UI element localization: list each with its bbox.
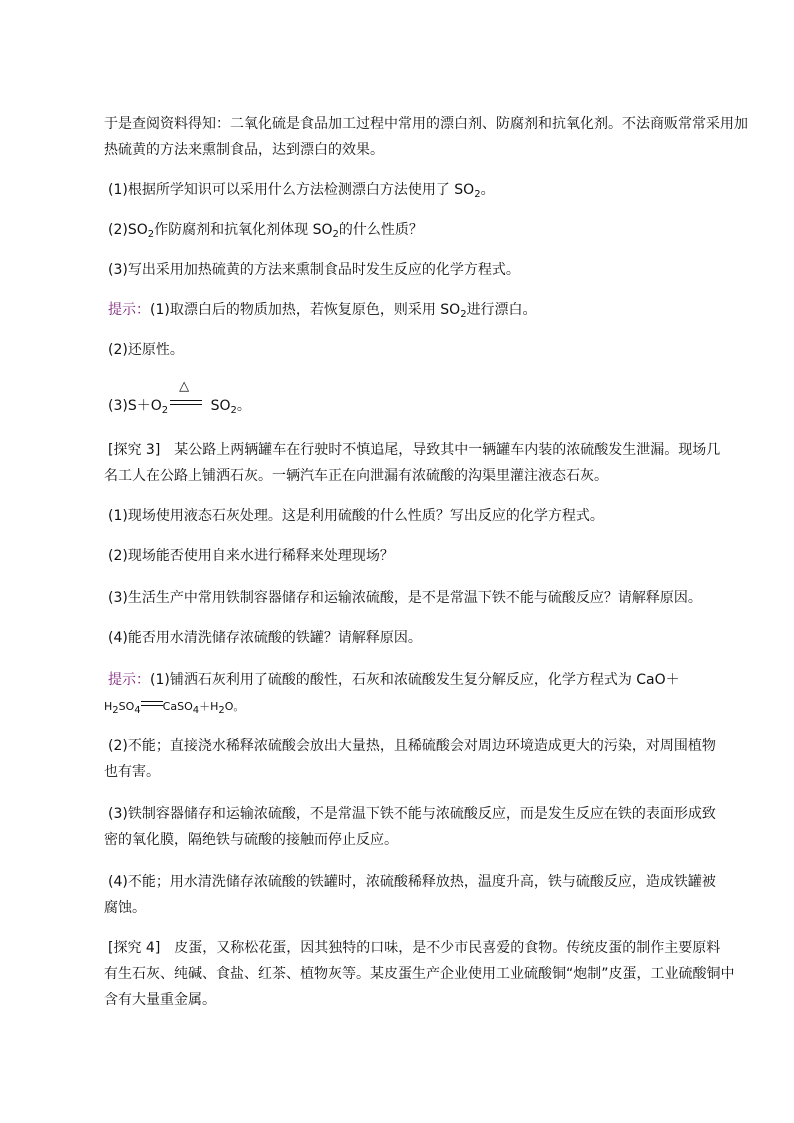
paragraph-line [104, 142, 384, 158]
text: 密的氧化膜，隔绝铁与硫酸的接触而停止反应。 [104, 832, 398, 848]
text: 于是查阅资料得知：二氧化硫是食品加工过程中常用的漂白剂、防腐剂和抗氧化剂。不法商贩常常采用加 [104, 116, 748, 132]
exploration-4-line [104, 992, 216, 1008]
text: O。 [224, 700, 245, 713]
subscript: 2 [112, 705, 119, 716]
exploration-3-hint-3 [104, 832, 398, 848]
text: 的什么性质？ [338, 222, 423, 238]
text: 名工人在公路上铺洒石灰。一辆汽车正在向泄漏有浓硫酸的沟渠里灌注液态石灰。 [104, 468, 608, 484]
text: SO [118, 700, 135, 713]
text: 进行漂白。 [466, 302, 537, 318]
text: H [104, 700, 113, 713]
exploration-3-hint-3 [108, 806, 716, 822]
text: [探究 4] 皮蛋，又称松花蛋，因其独特的口味，是不少市民喜爱的食物。传统皮蛋的制作主要原料 [108, 940, 721, 956]
exploration-3-question-1 [108, 508, 604, 524]
text: 有生石灰、纯碱、食盐、红茶、植物灰等。某皮蛋生产企业使用工业硫酸铜“炮制”皮蛋，工业硫酸铜中 [104, 966, 735, 982]
exploration-3-hint-2 [108, 738, 716, 754]
text: [探究 3] 某公路上两辆罐车在行驶时不慎追尾，导致其中一辆罐车内装的浓硫酸发生泄漏。现场几 [108, 442, 721, 458]
subscript: 2 [460, 309, 467, 320]
text: 腐蚀。 [104, 900, 146, 916]
text: 含有大量重金属。 [104, 992, 216, 1008]
equals-sign [141, 698, 163, 708]
hint-2 [108, 342, 184, 358]
exploration-3-hint-4 [104, 900, 146, 916]
text: (1)现场使用液态石灰处理。这是利用硫酸的什么性质？写出反应的化学方程式。 [108, 508, 604, 524]
subscript: 2 [474, 189, 481, 200]
text: SO [206, 398, 231, 414]
exploration-3-hint-2 [104, 764, 160, 780]
subscript: 2 [230, 405, 237, 416]
exploration-4-line [108, 940, 720, 956]
text: (4)能否用水清洗储存浓硫酸的铁罐？请解释原因。 [108, 630, 422, 646]
text: (3)铁制容器储存和运输浓硫酸，不是常温下铁不能与浓硫酸反应，而是发生反应在铁的表面形成致 [108, 806, 716, 822]
text: (1)铺洒石灰利用了硫酸的酸性，石灰和浓硫酸发生复分解反应，化学方程式为 CaO＋ [150, 672, 680, 688]
exploration-3-line [104, 468, 608, 484]
heat-triangle-icon: △ [179, 379, 190, 394]
hint-label: 提示： [108, 302, 150, 318]
text: (2)还原性。 [108, 342, 184, 358]
text: (4)不能；用水清洗储存浓硫酸的铁罐时，浓硫酸稀释放热，温度升高，铁与硫酸反应，造成铁罐被 [108, 874, 716, 890]
text: (3)生活生产中常用铁制容器储存和运输浓硫酸，是不是常温下铁不能与硫酸反应？请解释原因。 [108, 590, 702, 606]
text: 。 [480, 182, 495, 198]
question-1 [108, 182, 495, 198]
hint-1 [108, 302, 537, 318]
text: (3)S＋O [108, 398, 162, 414]
text: CaSO [162, 700, 193, 713]
exploration-3-question-4 [108, 630, 422, 646]
text: 热硫黄的方法来熏制食品，达到漂白的效果。 [104, 142, 384, 158]
text: (1)根据所学知识可以采用什么方法检测漂白方法使用了 SO [108, 182, 475, 198]
subscript: 2 [161, 405, 169, 416]
hint-label: 提示： [108, 672, 150, 688]
text: ＋H [199, 700, 219, 713]
text: (2)现场能否使用自来水进行稀释来处理现场？ [108, 548, 394, 564]
subscript: 4 [192, 705, 200, 716]
exploration-3-hint-1-equation [104, 698, 244, 715]
text: 作防腐剂和抗氧化剂体现 SO [154, 222, 333, 238]
hint-3-equation [108, 379, 251, 416]
text: 。 [236, 398, 251, 414]
exploration-3-question-3 [108, 590, 702, 606]
exploration-3-hint-1 [108, 672, 680, 688]
text: (2)不能；直接浇水稀释浓硫酸会放出大量热，且稀硫酸会对周边环境造成更大的污染，对周围植物 [108, 738, 716, 754]
subscript: 2 [147, 229, 155, 240]
exploration-4-line [104, 966, 735, 982]
exploration-3-line [108, 442, 720, 458]
text: (2)SO [108, 222, 148, 238]
text: (3)写出采用加热硫黄的方法来熏制食品时发生反应的化学方程式。 [108, 262, 520, 278]
subscript: 4 [134, 705, 141, 716]
heating-equals-sign [170, 379, 202, 410]
subscript: 2 [218, 705, 225, 716]
question-2 [108, 222, 423, 238]
subscript: 2 [332, 229, 339, 240]
exploration-3-hint-4 [108, 874, 716, 890]
question-3 [108, 262, 520, 278]
exploration-3-question-2 [108, 548, 394, 564]
text: 也有害。 [104, 764, 160, 780]
text: (1)取漂白后的物质加热，若恢复原色，则采用 SO [150, 302, 461, 318]
paragraph-line [104, 116, 748, 132]
